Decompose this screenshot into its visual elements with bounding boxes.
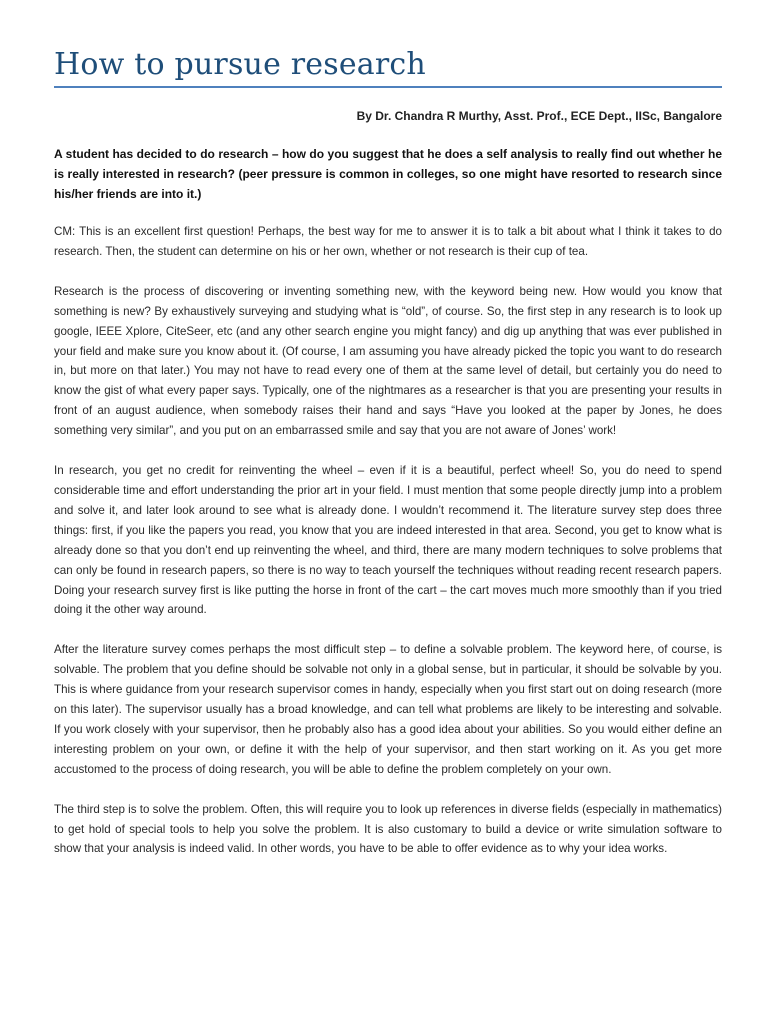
page-title: How to pursue research — [54, 47, 426, 82]
answer-paragraph-4: After the literature survey comes perhaps the most difficult step – to define a solvable problem. The keyword here, of course, is solvable. The problem that you define should be solvable not only in a global sense, but in particular, it should be solvable by you. This is where guidance from your research supervisor comes in handy, especially when you first start out on doing research (more on this later). The supervisor usually has a broad knowledge, and can tell what problems are likely to be interesting and solvable. If you work closely with your supervisor, then he probably also has a good idea about your abilities. So you would either define an interesting problem on your own, or define it with the help of your supervisor, and then start working on it. As you get more accustomed to the process of doing research, you will be able to define the problem completely on your own. — [54, 643, 722, 776]
author-byline: By Dr. Chandra R Murthy, Asst. Prof., ECE Dept., IISc, Bangalore — [356, 109, 722, 123]
title-underline — [54, 86, 722, 88]
answer-paragraph-1: CM: This is an excellent first question! Perhaps, the best way for me to answer it is to talk a bit about what I think it takes to do research. Then, the student can determine on his or her own, whether or not research is their cup of tea. — [54, 225, 722, 258]
answer-paragraph-5: The third step is to solve the problem. Often, this will require you to look up references in diverse fields (especially in mathematics) to get hold of special tools to help you solve the problem. It is also customary to build a device or write simulation software to show that your analysis is indeed valid. In other words, you have to be able to offer evidence as to why your idea works. — [54, 802, 722, 856]
answer-paragraph-3: In research, you get no credit for reinventing the wheel – even if it is a beautiful, perfect wheel! So, you do need to spend considerable time and effort understanding the prior art in your field. I must mention that some people directly jump into a problem and solve it, and later look around to see what is already done. I wouldn’t recommend it. The literature survey step does three things: first, if you like the papers you read, you know that you are indeed interested in that area. Second, you get to know what is already done so that you don’t end up reinventing the wheel, and third, there are many modern techniques to solve problems that can only be found in research papers, so there is no way to teach yourself the techniques without reading recent research papers. Doing your research survey first is like putting the horse in front of the cart – the cart moves much more smoothly than if you tried doing it the other way around. — [54, 464, 722, 617]
answer-paragraph-2: Research is the process of discovering or inventing something new, with the keyword being new. How would you know that something is new? By exhaustively surveying and studying what is “old”, of course. So, the first step in any research is to look up google, IEEE Xplore, CiteSeer, etc (and any other search engine you might fancy) and dig up anything that was ever published in your field and make sure you know about it. (Of course, I am assuming you have already picked the topic you want to do research in, but more on that later.) You may not have to read every one of them at the same level of detail, but certainly you do need to know the gist of what every paper says. Typically, one of the nightmares as a researcher is that you are presenting your results in front of an august audience, when somebody raises their hand and says “Have you looked at the paper by Jones, he does something very similar”, and you put on an embarrassed smile and say that you are not aware of Jones’ work! — [54, 284, 722, 438]
interview-question: A student has decided to do research – how do you suggest that he does a self analysis to really find out whether he is really interested in research? (peer pressure is common in colleges, so one might have resorted to research since his/her friends are into it.) — [54, 147, 722, 201]
